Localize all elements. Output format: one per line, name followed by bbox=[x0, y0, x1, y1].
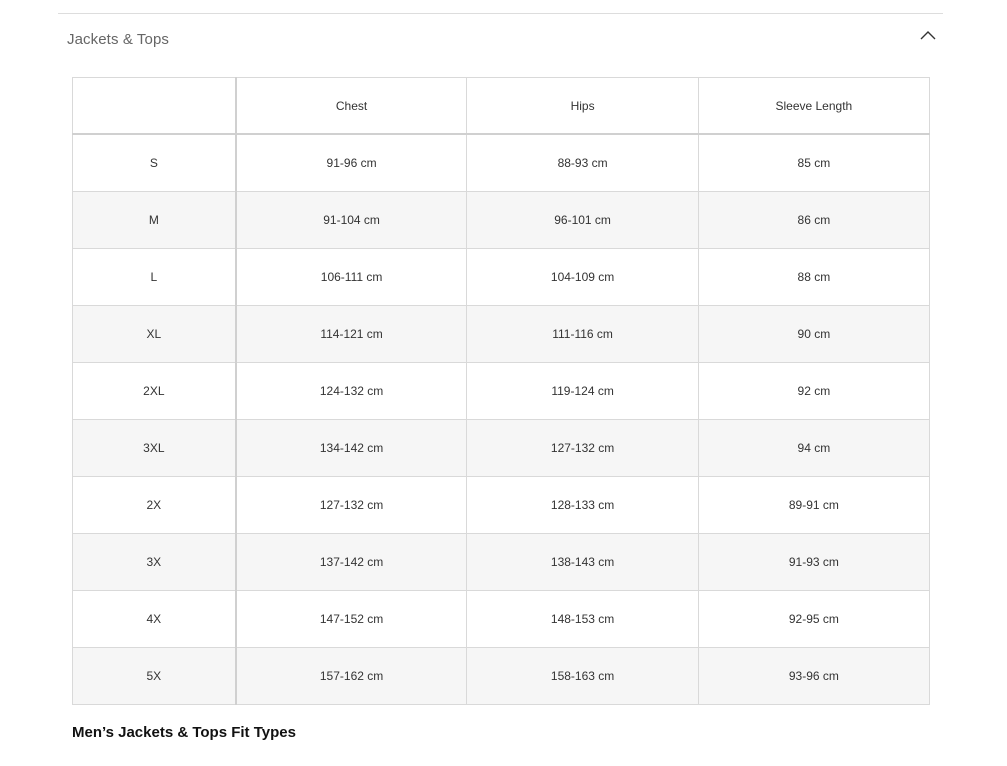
chest-cell: 127-132 cm bbox=[236, 477, 467, 534]
table-row bbox=[73, 420, 930, 477]
table-row bbox=[73, 192, 930, 249]
size-cell: L bbox=[73, 249, 236, 306]
chest-cell: 91-104 cm bbox=[236, 192, 467, 249]
chest-cell: 147-152 cm bbox=[236, 591, 467, 648]
sleeve-length-cell: 86 cm bbox=[698, 192, 929, 249]
sleeve-length-cell: 94 cm bbox=[698, 420, 929, 477]
chest-cell: 157-162 cm bbox=[236, 648, 467, 705]
sleeve-length-cell: 92-95 cm bbox=[698, 591, 929, 648]
header-hips: Hips bbox=[467, 78, 698, 135]
sleeve-length-cell: 88 cm bbox=[698, 249, 929, 306]
size-cell: S bbox=[73, 134, 236, 192]
hips-cell: 119-124 cm bbox=[467, 363, 698, 420]
size-cell: 4X bbox=[73, 591, 236, 648]
sleeve-length-cell: 85 cm bbox=[698, 134, 929, 192]
chevron-up-icon[interactable] bbox=[919, 28, 937, 42]
size-cell: M bbox=[73, 192, 236, 249]
table-row bbox=[73, 534, 930, 591]
hips-cell: 88-93 cm bbox=[467, 134, 698, 192]
sleeve-length-cell: 89-91 cm bbox=[698, 477, 929, 534]
hips-cell: 158-163 cm bbox=[467, 648, 698, 705]
header-sleeve-length: Sleeve Length bbox=[698, 78, 929, 135]
hips-cell: 96-101 cm bbox=[467, 192, 698, 249]
size-table bbox=[72, 77, 930, 705]
sleeve-length-cell: 91-93 cm bbox=[698, 534, 929, 591]
table-row bbox=[73, 249, 930, 306]
table-row bbox=[73, 363, 930, 420]
accordion-header-jackets-tops[interactable] bbox=[58, 14, 943, 66]
table-row bbox=[73, 306, 930, 363]
table-body bbox=[73, 134, 930, 705]
chest-cell: 137-142 cm bbox=[236, 534, 467, 591]
size-cell: 2X bbox=[73, 477, 236, 534]
sleeve-length-cell: 93-96 cm bbox=[698, 648, 929, 705]
hips-cell: 104-109 cm bbox=[467, 249, 698, 306]
chest-cell: 91-96 cm bbox=[236, 134, 467, 192]
size-cell: 5X bbox=[73, 648, 236, 705]
chest-cell: 106-111 cm bbox=[236, 249, 467, 306]
table-header-row bbox=[73, 78, 930, 135]
hips-cell: 111-116 cm bbox=[467, 306, 698, 363]
size-cell: 2XL bbox=[73, 363, 236, 420]
fit-types-heading: Men’s Jackets & Tops Fit Types bbox=[72, 724, 296, 741]
size-cell: 3X bbox=[73, 534, 236, 591]
size-cell: 3XL bbox=[73, 420, 236, 477]
chest-cell: 114-121 cm bbox=[236, 306, 467, 363]
chest-cell: 124-132 cm bbox=[236, 363, 467, 420]
chest-cell: 134-142 cm bbox=[236, 420, 467, 477]
hips-cell: 148-153 cm bbox=[467, 591, 698, 648]
table-row bbox=[73, 477, 930, 534]
table-row bbox=[73, 648, 930, 705]
hips-cell: 127-132 cm bbox=[467, 420, 698, 477]
sleeve-length-cell: 92 cm bbox=[698, 363, 929, 420]
size-chart bbox=[72, 77, 930, 705]
sleeve-length-cell: 90 cm bbox=[698, 306, 929, 363]
header-chest: Chest bbox=[236, 78, 467, 135]
header-size bbox=[73, 78, 236, 135]
hips-cell: 138-143 cm bbox=[467, 534, 698, 591]
size-cell: XL bbox=[73, 306, 236, 363]
table-row bbox=[73, 134, 930, 192]
accordion-title: Jackets & Tops bbox=[67, 31, 170, 48]
hips-cell: 128-133 cm bbox=[467, 477, 698, 534]
table-row bbox=[73, 591, 930, 648]
